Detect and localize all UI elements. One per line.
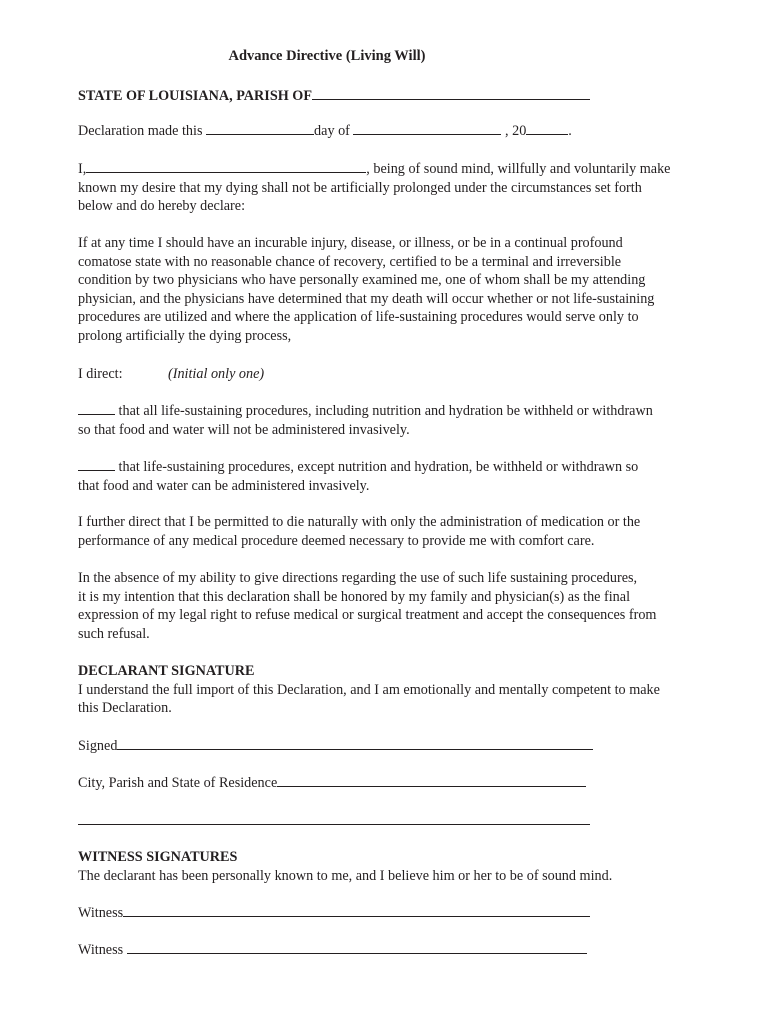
declaration-made-label: Declaration made this: [78, 123, 207, 139]
residence-field[interactable]: [277, 774, 586, 787]
absence-paragraph: [78, 569, 656, 643]
document-title: Advance Directive (Living Will): [228, 48, 426, 64]
condition-line: condition by two physicians who have personally examined me, one of whom shall be my attending: [78, 272, 646, 289]
condition-paragraph: [78, 234, 654, 346]
option2-initial-field[interactable]: [78, 458, 115, 471]
signed-line: [78, 737, 593, 756]
further-direct-paragraph: [78, 513, 640, 550]
absence-line: expression of my legal right to refuse medical or surgical treatment and accept the consequences from: [78, 607, 657, 624]
condition-line: procedures are utilized and where the application of life-sustaining procedures would serve only to: [78, 309, 639, 326]
state-parish-line: [78, 87, 590, 106]
absence-line: such refusal.: [78, 625, 150, 642]
declarant-signature-field[interactable]: [117, 737, 593, 750]
option2-line1: that life-sustaining procedures, except nutrition and hydration, be withheld or withdrawn so: [115, 459, 639, 475]
declarant-section: [78, 662, 660, 718]
option1-initial-field[interactable]: [78, 402, 115, 415]
intro-paragraph: [78, 160, 670, 216]
intro-line3: below and do hereby declare:: [78, 198, 246, 215]
intro-line1: , being of sound mind, willfully and voluntarily make: [366, 161, 671, 177]
declaration-date-line: [78, 122, 572, 141]
declarant-heading: DECLARANT SIGNATURE: [78, 663, 255, 679]
further-line2: performance of any medical procedure deemed necessary to provide me with comfort care.: [78, 532, 595, 549]
option1-line1: that all life-sustaining procedures, including nutrition and hydration be withheld or withdrawn: [115, 403, 653, 419]
option-withhold-all: [78, 402, 653, 439]
signed-label: Signed: [78, 738, 118, 754]
year-prefix-label: , 20: [501, 123, 527, 139]
option1-line2: so that food and water will not be administered invasively.: [78, 421, 410, 438]
witness-heading: WITNESS SIGNATURES: [78, 849, 238, 865]
witness2-line: [78, 941, 587, 960]
intro-line2: known my desire that my dying shall not be artificially prolonged under the circumstances set forth: [78, 179, 642, 196]
declaration-period: .: [568, 123, 572, 139]
option2-line2: that food and water can be administered invasively.: [78, 477, 370, 494]
condition-line: physician, and the physicians have determined that my death will occur whether or not life-sustaining: [78, 290, 655, 307]
day-of-label: day of: [314, 123, 354, 139]
direct-label: I direct:: [78, 366, 123, 382]
condition-line: prolong artificially the dying process,: [78, 327, 292, 344]
witness-section: [78, 848, 612, 885]
witness-statement: The declarant has been personally known to me, and I believe him or her to be of sound mind.: [78, 867, 613, 884]
condition-line: comatose state with no reasonable chance of recovery, certified to be a terminal and irreversible: [78, 253, 622, 270]
direct-instruction: (Initial only one): [168, 366, 265, 382]
parish-field[interactable]: [312, 87, 590, 100]
witness1-signature-field[interactable]: [123, 904, 590, 917]
declarant-name-field[interactable]: [86, 160, 366, 173]
residence-line: [78, 774, 586, 793]
declarant-line1: I understand the full import of this Declaration, and I am emotionally and mentally competent to make: [78, 681, 660, 698]
absence-line: it is my intention that this declaration shall be honored by my family and physician(s) as the final: [78, 588, 631, 605]
declaration-month-field[interactable]: [353, 122, 501, 135]
option-except-nutrition: [78, 458, 638, 495]
absence-line: In the absence of my ability to give directions regarding the use of such life sustaining procedures,: [78, 570, 638, 586]
declaration-day-field[interactable]: [206, 122, 314, 135]
witness1-line: [78, 904, 590, 923]
residence-field-continued[interactable]: [78, 812, 590, 825]
residence-continuation-line: [78, 812, 590, 831]
declarant-line2: this Declaration.: [78, 700, 172, 717]
declaration-year-field[interactable]: [526, 122, 568, 135]
witness2-signature-field[interactable]: [127, 941, 587, 954]
intro-lead: I,: [78, 161, 87, 177]
state-parish-label: STATE OF LOUISIANA, PARISH OF: [78, 88, 312, 104]
witness2-label: Witness: [78, 942, 127, 958]
further-line1: I further direct that I be permitted to die naturally with only the administration of medication or the: [78, 514, 641, 530]
residence-label: City, Parish and State of Residence: [78, 775, 278, 791]
witness1-label: Witness: [78, 905, 124, 921]
condition-line: If at any time I should have an incurable injury, disease, or illness, or be in a continual profound: [78, 235, 623, 251]
direct-line: [78, 365, 265, 384]
